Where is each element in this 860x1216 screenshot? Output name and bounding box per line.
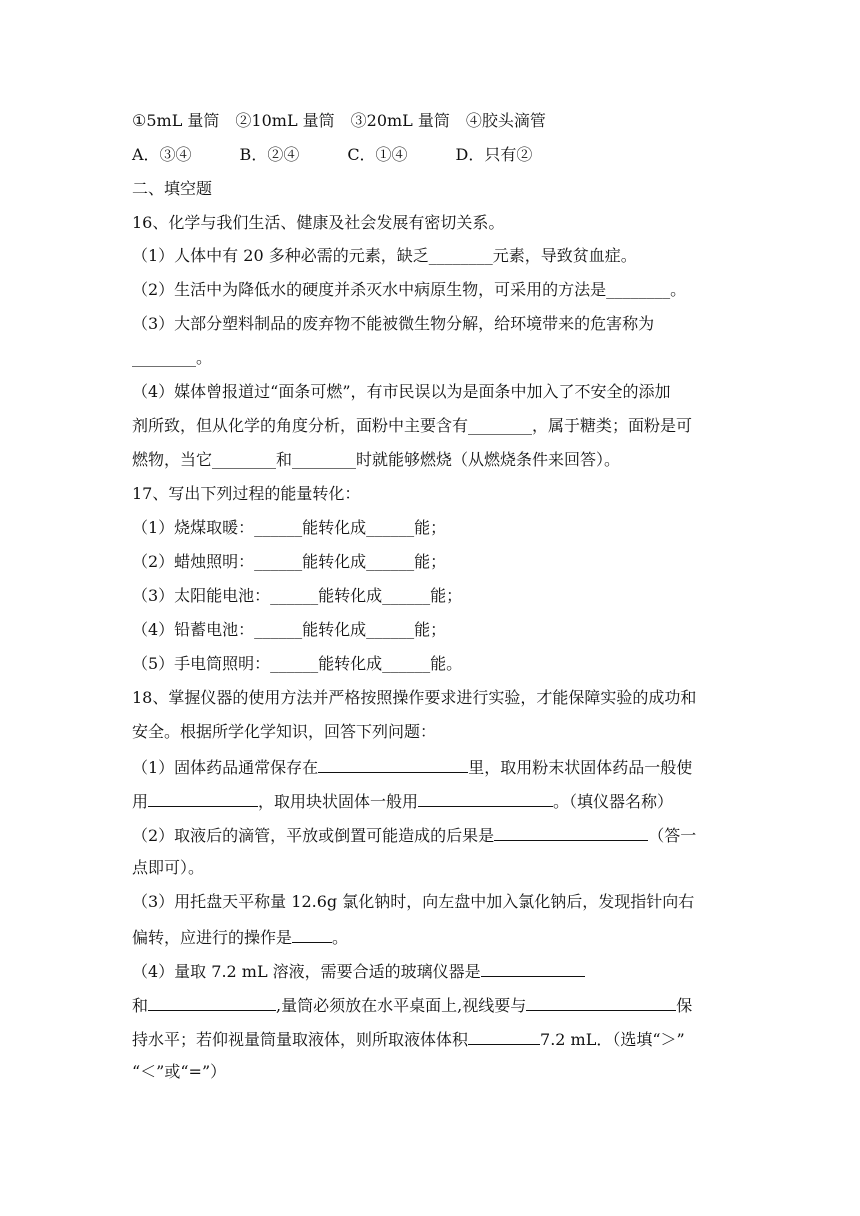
q18-part4-cont [132, 993, 692, 1017]
q18-part1-text-b: 里，取用粉末状固体药品一般使 [468, 758, 693, 777]
question-18-stem-cont: 安全。根据所学化学知识，回答下列问题： [132, 722, 437, 741]
answer-blank[interactable] [148, 789, 258, 807]
q18-part4-text-a: （4）量取 7.2 mL 溶液，需要合适的玻璃仪器是 [132, 962, 481, 981]
q18-part2-cont: 点即可）。 [132, 858, 205, 877]
q18-part4-cont3: “＜”或“=”） [132, 1062, 227, 1081]
question-17-stem: 17、写出下列过程的能量转化： [132, 484, 361, 503]
q18-part1-text-a: （1）固体药品通常保存在 [132, 758, 319, 777]
q18-part2-text-a: （2）取液后的滴管，平放或倒置可能造成的后果是 [132, 826, 495, 845]
answer-blank[interactable] [526, 993, 676, 1011]
q16-part4-cont2: 燃物，当它________和________时就能够燃烧（从燃烧条件来回答）。 [132, 450, 621, 469]
q17-part4: （4）铅蓄电池：______能转化成______能； [132, 620, 447, 639]
q17-part2: （2）蜡烛照明：______能转化成______能； [132, 552, 447, 571]
q18-part2 [132, 823, 696, 847]
q18-part4-cont2 [132, 1027, 685, 1051]
q16-part2: （2）生活中为降低水的硬度并杀灭水中病原生物，可采用的方法是________。 [132, 280, 687, 299]
q16-part4-cont: 剂所致，但从化学的角度分析，面粉中主要含有________，属于糖类；面粉是可 [132, 416, 693, 435]
q18-part3-text-b: 。 [332, 928, 349, 947]
q17-part5: （5）手电筒照明：______能转化成______能。 [132, 654, 463, 673]
answer-blank[interactable] [481, 959, 585, 977]
q16-part1: （1）人体中有 20 多种必需的元素，缺乏________元素，导致贫血症。 [132, 246, 637, 265]
q18-part1 [132, 755, 692, 779]
q18-part3: （3）用托盘天平称量 12.6g 氯化钠时，向左盘中加入氯化钠后，发现指针向右 [132, 892, 695, 911]
q18-part4-text-e: 持水平；若仰视量筒量取液体，则所取液体体积 [132, 1030, 469, 1049]
q18-part4-text-f: 7.2 mL．（选填“＞” [540, 1030, 685, 1049]
q18-part4 [132, 959, 585, 983]
question-16-stem: 16、化学与我们生活、健康及社会发展有密切关系。 [132, 213, 505, 232]
q18-part1-text-c: 用 [132, 792, 149, 811]
q16-part3: （3）大部分塑料制品的废弃物不能被微生物分解，给环境带来的危害称为 [132, 314, 655, 333]
options-line: ①5mL 量筒 ②10mL 量筒 ③20mL 量筒 ④胶头滴管 [132, 111, 546, 130]
q16-part4: （4）媒体曾报道过“面条可燃”，有市民误以为是面条中加入了不安全的添加 [132, 382, 671, 401]
q18-part1-text-d: ，取用块状固体一般用 [258, 792, 419, 811]
answer-blank[interactable] [148, 993, 276, 1011]
answer-blank[interactable] [318, 755, 468, 773]
q18-part4-text-b: 和 [132, 996, 149, 1015]
q18-part2-text-b: （答一 [648, 826, 697, 845]
answer-blank[interactable] [468, 1027, 540, 1045]
q18-part4-text-d: 保 [676, 996, 693, 1015]
q18-part3-text-a: 偏转，应进行的操作是 [132, 928, 293, 947]
answer-blank[interactable] [418, 789, 553, 807]
answer-blank[interactable] [494, 823, 648, 841]
q16-part3-cont: ________。 [132, 348, 213, 367]
q18-part1-cont [132, 789, 673, 813]
q17-part3: （3）太阳能电池：______能转化成______能； [132, 586, 463, 605]
q17-part1: （1）烧煤取暖：______能转化成______能； [132, 518, 447, 537]
section-heading: 二、填空题 [132, 179, 213, 198]
question-18-stem: 18、掌握仪器的使用方法并严格按照操作要求进行实验，才能保障实验的成功和 [132, 688, 697, 707]
q18-part3-cont [132, 925, 348, 949]
answer-choices: A．③④ B．②④ C．①④ D．只有② [132, 145, 533, 164]
answer-blank[interactable] [292, 925, 332, 943]
q18-part4-text-c: ,量筒必须放在水平桌面上,视线要与 [276, 996, 527, 1015]
q18-part1-text-e: 。（填仪器名称） [553, 792, 674, 811]
